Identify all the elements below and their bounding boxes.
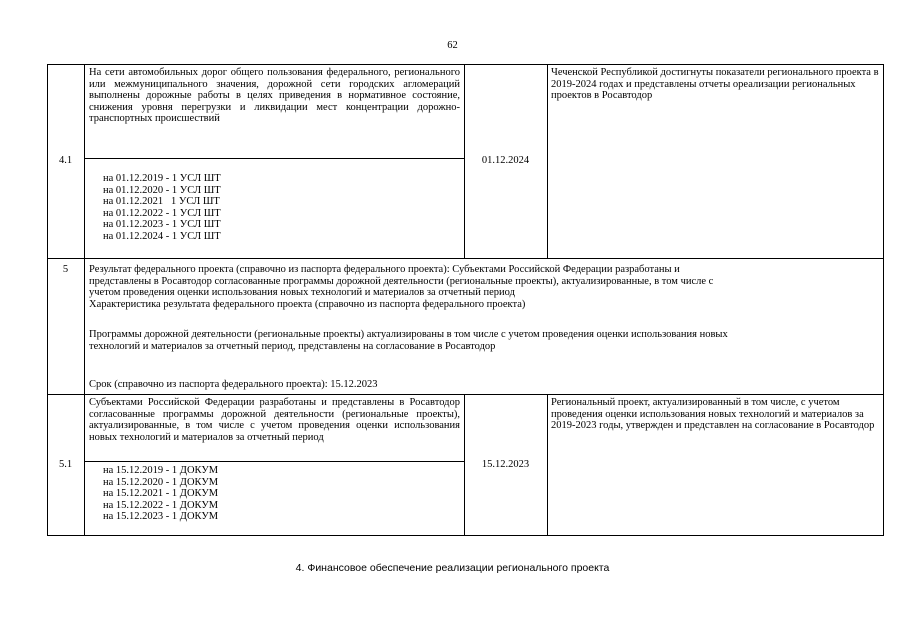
milestone-item: на 15.12.2022 - 1 ДОКУМ <box>103 499 219 511</box>
milestone-item: на 01.12.2021 1 УСЛ ШТ <box>103 196 220 208</box>
row-5-line: технологий и материалов за отчетный период, представлены на согласование в Росавтодор <box>89 340 496 352</box>
milestone-item: на 15.12.2020 - 1 ДОКУМ <box>103 476 219 488</box>
row-4-1-description: На сети автомобильных дорог общего пользования федерального, регионального или межмуниципального значения, дорожной сети городских агломераций выполнены дорожные работы в целях приведения в нормативное состояние, снижения уровня перегрузки и ликвидации мест концентрации дорожно-транспортных происшествий <box>89 67 460 125</box>
milestone-item: на 15.12.2021 - 1 ДОКУМ <box>103 488 219 500</box>
row-5-line: Программы дорожной деятельности (региональные проекты) актуализированы в том числе с учетом проведения оценки использования новых <box>89 329 728 340</box>
row-5-line: учетом проведения оценки использования новых технологий и материалов за отчетный период <box>89 287 515 299</box>
row-5-1-date: 15.12.2023 <box>481 459 530 470</box>
milestone-item: на 01.12.2023 - 1 УСЛ ШТ <box>103 219 221 231</box>
row-4-1-result: Чеченской Республикой достигнуты показатели регионального проекта в 2019-2024 годах и представлены отчеты ореализации региональных проектов в Росавтодор <box>551 67 879 102</box>
row-number-5-1: 5.1 <box>58 459 73 470</box>
row-5-deadline: Срок (справочно из паспорта федерального проекта): 15.12.2023 <box>89 379 378 390</box>
section-heading: 4. Финансовое обеспечение реализации регионального проекта <box>295 562 610 574</box>
row-5-line: Результат федерального проекта (справочно из паспорта федерального проекта): Субъектами Российской Федерации разработаны и <box>89 264 680 275</box>
milestone-item: на 01.12.2019 - 1 УСЛ ШТ <box>103 173 221 184</box>
row-5-characteristic <box>89 329 879 352</box>
row-5-line: Характеристика результата федерального проекта (справочно из паспорта федерального проекта) <box>89 298 526 310</box>
milestone-item: на 01.12.2020 - 1 УСЛ ШТ <box>103 184 221 196</box>
row-5-federal-result <box>89 264 879 310</box>
milestone-item: на 01.12.2024 - 1 УСЛ ШТ <box>103 230 221 242</box>
row-number-5: 5 <box>62 264 69 275</box>
row-5-1-result: Региональный проект, актуализированный в том числе, с учетом проведения оценки использования новых технологий и материалов за 2019-2023 годы, утвержден и представлен на согласование в Росавтодор <box>551 397 875 432</box>
row-number-4-1: 4.1 <box>58 155 73 166</box>
page-number: 62 <box>447 40 458 51</box>
milestone-item: на 15.12.2023 - 1 ДОКУМ <box>103 511 219 523</box>
milestone-item: на 15.12.2019 - 1 ДОКУМ <box>103 465 219 476</box>
row-5-1-milestones <box>103 465 218 523</box>
row-5-1-description: Субъектами Российской Федерации разработаны и представлены в Росавтодор согласованные программы дорожной деятельности (региональные проекты), актуализированные, в том числе с учетом проведения оценки использования новых технологий и материалов за отчетный период <box>89 397 460 443</box>
row-5-line: представлены в Росавтодор согласованные программы дорожной деятельности (региональные проекты), актуализированные, в том числе с <box>89 275 714 287</box>
milestone-item: на 01.12.2022 - 1 УСЛ ШТ <box>103 207 221 219</box>
row-4-1-date: 01.12.2024 <box>481 155 530 166</box>
row-4-1-milestones <box>103 173 221 243</box>
